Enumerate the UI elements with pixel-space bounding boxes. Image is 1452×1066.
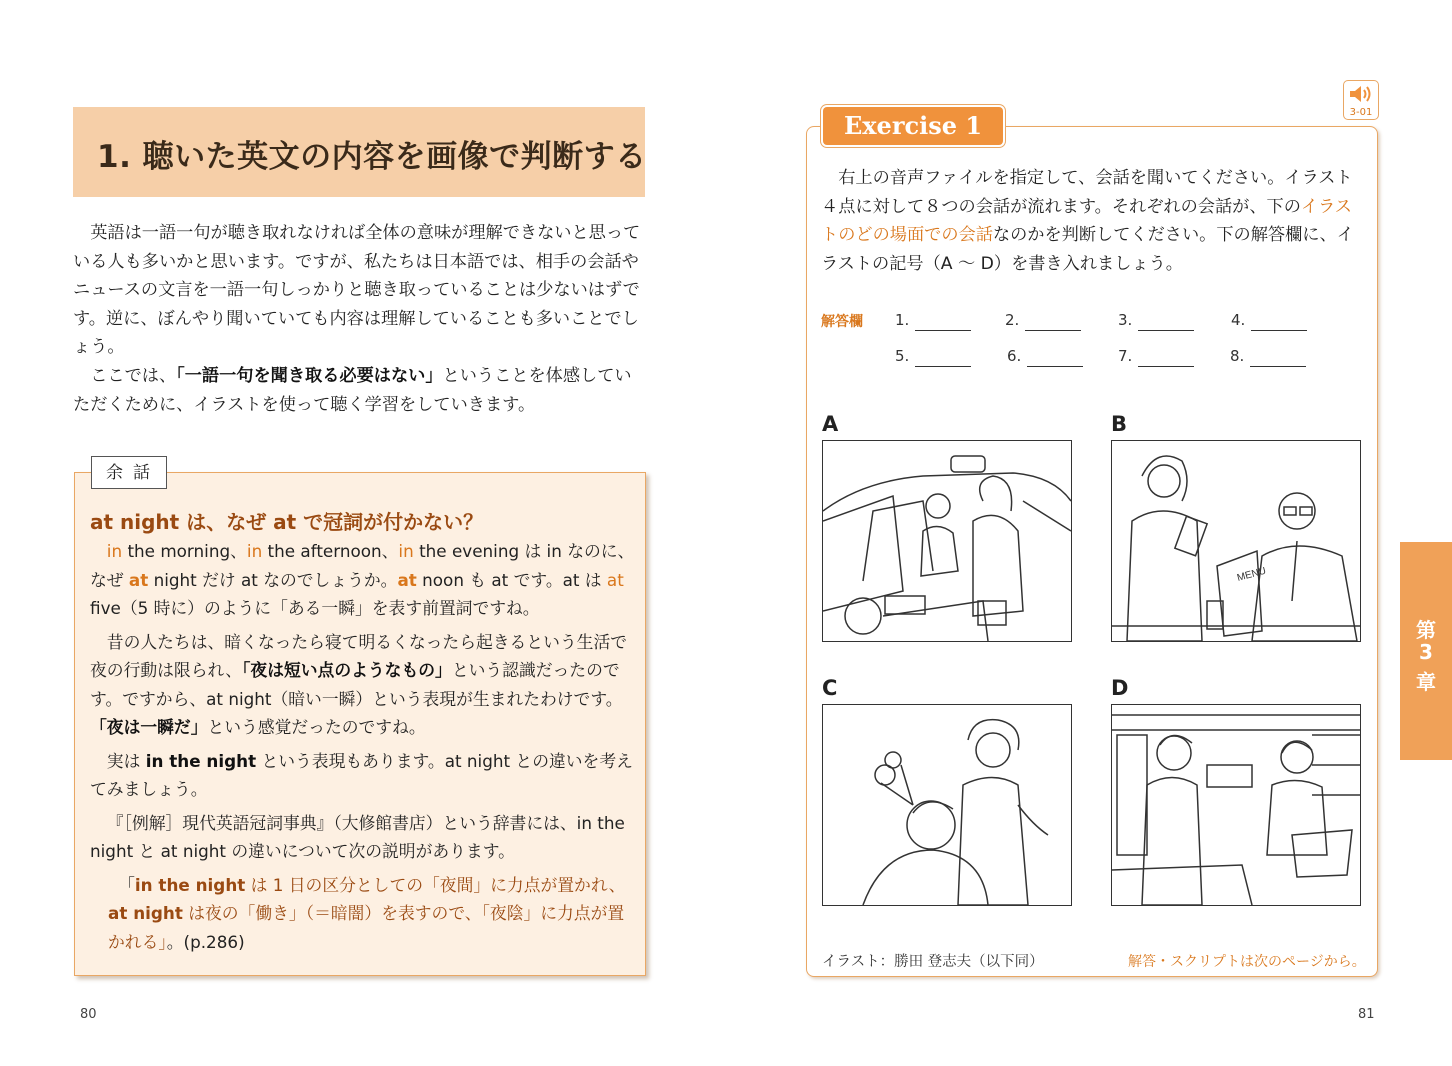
aside-paragraph-1 <box>90 537 635 623</box>
answer-number: 3. <box>1118 311 1133 329</box>
intro-text-span: ここでは、 <box>90 365 177 386</box>
chapter-tab-char: 章 <box>1416 670 1436 694</box>
page-number-left: 80 <box>80 1007 97 1022</box>
aside-span: という感覚だったのですね。 <box>207 717 426 737</box>
aside-span: the afternoon、 <box>262 541 399 561</box>
aside-paragraph-3 <box>90 747 635 804</box>
illustration-letter-a: A <box>822 412 839 436</box>
aside-span: 。(p.286) <box>166 931 245 952</box>
answer-blank-3[interactable] <box>1118 311 1132 329</box>
aside-span: noon も at です。at は <box>416 569 607 590</box>
store-scene-drawing <box>1112 705 1360 905</box>
illustration-letter-d: D <box>1111 676 1129 700</box>
aside-span: 実は <box>106 750 146 771</box>
aside-span: という表現もあります。at night との違いを考えてみましょう。 <box>90 750 633 799</box>
aside-span: night だけ at なのでしょうか。 <box>148 569 398 590</box>
intro-paragraph-1: 英語は一語一句が聴き取れなければ全体の意味が理解できないと思っている人も多いかと思います。ですが、私たちは日本語では、相手の会話やニュースの文言を一語一句しっかりと聴き取っていることは少ないはずです。逆に、ぼんやり聞いていても内容は理解していることも多いことでしょう。 <box>73 223 641 358</box>
aside-span: the morning、 <box>122 541 247 561</box>
aside-highlight: in <box>246 541 263 561</box>
instruction-paragraph <box>821 164 1366 278</box>
answer-blank-5[interactable] <box>895 347 909 365</box>
instruction-span: 右上の音声ファイルを指定して、会話を聞いてください。イラスト４点に対して８つの会話が流れます。それぞれの会話が、下の <box>821 168 1353 217</box>
illustration-d-store <box>1111 704 1361 906</box>
exercise-instructions <box>821 164 1366 278</box>
answer-blank-4[interactable] <box>1231 311 1245 329</box>
aside-span: 昔の人たちは、暗くなったら寝て明るくなったら起きるという生活で夜の行動は限られ、 <box>90 631 628 680</box>
barber-scene-drawing <box>823 705 1071 905</box>
illustration-letter-b: B <box>1111 412 1128 436</box>
aside-paragraph-4: 『［例解］現代英語冠詞事典』（大修館書店）という辞書には、in the night と at night の違いについて次の説明があります。 <box>90 812 625 861</box>
chapter-index-tab[interactable] <box>1400 542 1452 760</box>
aside-highlight: in <box>106 541 123 561</box>
aside-highlight: at <box>606 569 624 590</box>
intro-text <box>73 219 648 419</box>
section-title: 1. 聴いた英文の内容を画像で判断する <box>97 139 647 175</box>
aside-emphasis: 「夜は短い点のようなもの」 <box>242 660 452 680</box>
audio-track-button[interactable] <box>1343 80 1379 120</box>
illustration-credit: イラスト：勝田 登志夫（以下同） <box>822 954 1044 970</box>
aside-highlight: in <box>398 541 414 561</box>
intro-text-span: ということを体感していただくために、イラストを使って聴く学習をしていきます。 <box>73 365 632 415</box>
answer-number: 2. <box>1005 311 1020 329</box>
aside-span: という認識だったのです。ですから、at night（暗い一瞬）という表現が生まれたわけです。 <box>90 660 623 709</box>
aside-span: five（5 時に）のように「ある一瞬」を表す前置詞ですね。 <box>90 598 540 618</box>
aside-heading: at night は、なぜ at で冠詞が付かない？ <box>90 510 484 534</box>
instruction-span: なのかを判断してください。下の解答欄に、イラストの記号（A ～ D）を書き入れましょう。 <box>821 225 1354 274</box>
aside-span: the evening は in なのに、なぜ <box>90 541 635 590</box>
answer-number: 4. <box>1231 311 1246 329</box>
chapter-tab-char: 3 <box>1419 640 1433 664</box>
answer-blank-7[interactable] <box>1118 347 1132 365</box>
illustration-a-taxi <box>822 440 1072 642</box>
aside-emphasis: in the night <box>134 874 246 895</box>
answer-number: 1. <box>895 311 910 329</box>
taxi-scene-drawing <box>823 441 1071 641</box>
menu-sign-text: MENU <box>1235 565 1268 584</box>
illustration-b-restaurant <box>1111 440 1361 642</box>
illustration-c-barber <box>822 704 1072 906</box>
aside-tab-label: 余話 <box>91 456 167 489</box>
aside-body <box>90 537 635 956</box>
aside-highlight: at <box>397 569 417 590</box>
aside-emphasis: 「夜は一瞬だ」 <box>90 717 208 737</box>
answer-blank-2[interactable] <box>1005 311 1019 329</box>
chapter-tab-char: 第 <box>1416 618 1436 642</box>
speaker-icon <box>1344 82 1378 106</box>
answer-blank-8[interactable] <box>1230 347 1244 365</box>
chapter-section-header <box>73 107 645 197</box>
intro-emphasis: 「一語一句を聞き取る必要はない」 <box>176 365 443 386</box>
aside-span: は夜の「働き」（＝暗闇）を表すので、「夜陰」に力点が置かれる」 <box>108 903 625 952</box>
restaurant-scene-drawing <box>1112 441 1360 641</box>
intro-paragraph-2 <box>73 362 648 419</box>
exercise-label: Exercise 1 <box>823 107 1003 145</box>
illustration-letter-c: C <box>822 676 838 700</box>
answer-blank-1[interactable] <box>895 311 909 329</box>
answer-field-label: 解答欄 <box>821 314 863 330</box>
aside-span: は 1 日の区分としての「夜間」に力点が置かれ、 <box>245 874 626 895</box>
page-number-right: 81 <box>1358 1007 1375 1022</box>
aside-emphasis: in the night <box>145 750 257 771</box>
answer-number: 8. <box>1230 347 1245 365</box>
audio-track-code: 3-01 <box>1349 107 1373 118</box>
aside-paragraph-2 <box>90 628 635 742</box>
aside-span: 「 <box>118 874 135 895</box>
aside-highlight: at <box>128 569 149 590</box>
answer-number: 6. <box>1007 347 1022 365</box>
answer-number: 5. <box>895 347 910 365</box>
aside-emphasis: at night <box>108 903 183 923</box>
answer-blank-6[interactable] <box>1007 347 1021 365</box>
instruction-highlight: イラストのどの場面での会話 <box>821 196 1352 245</box>
aside-quote <box>90 871 635 957</box>
aside-column-box <box>74 472 646 976</box>
answer-number: 7. <box>1118 347 1133 365</box>
answer-script-note: 解答・スクリプトは次のページから。 <box>1128 954 1366 970</box>
